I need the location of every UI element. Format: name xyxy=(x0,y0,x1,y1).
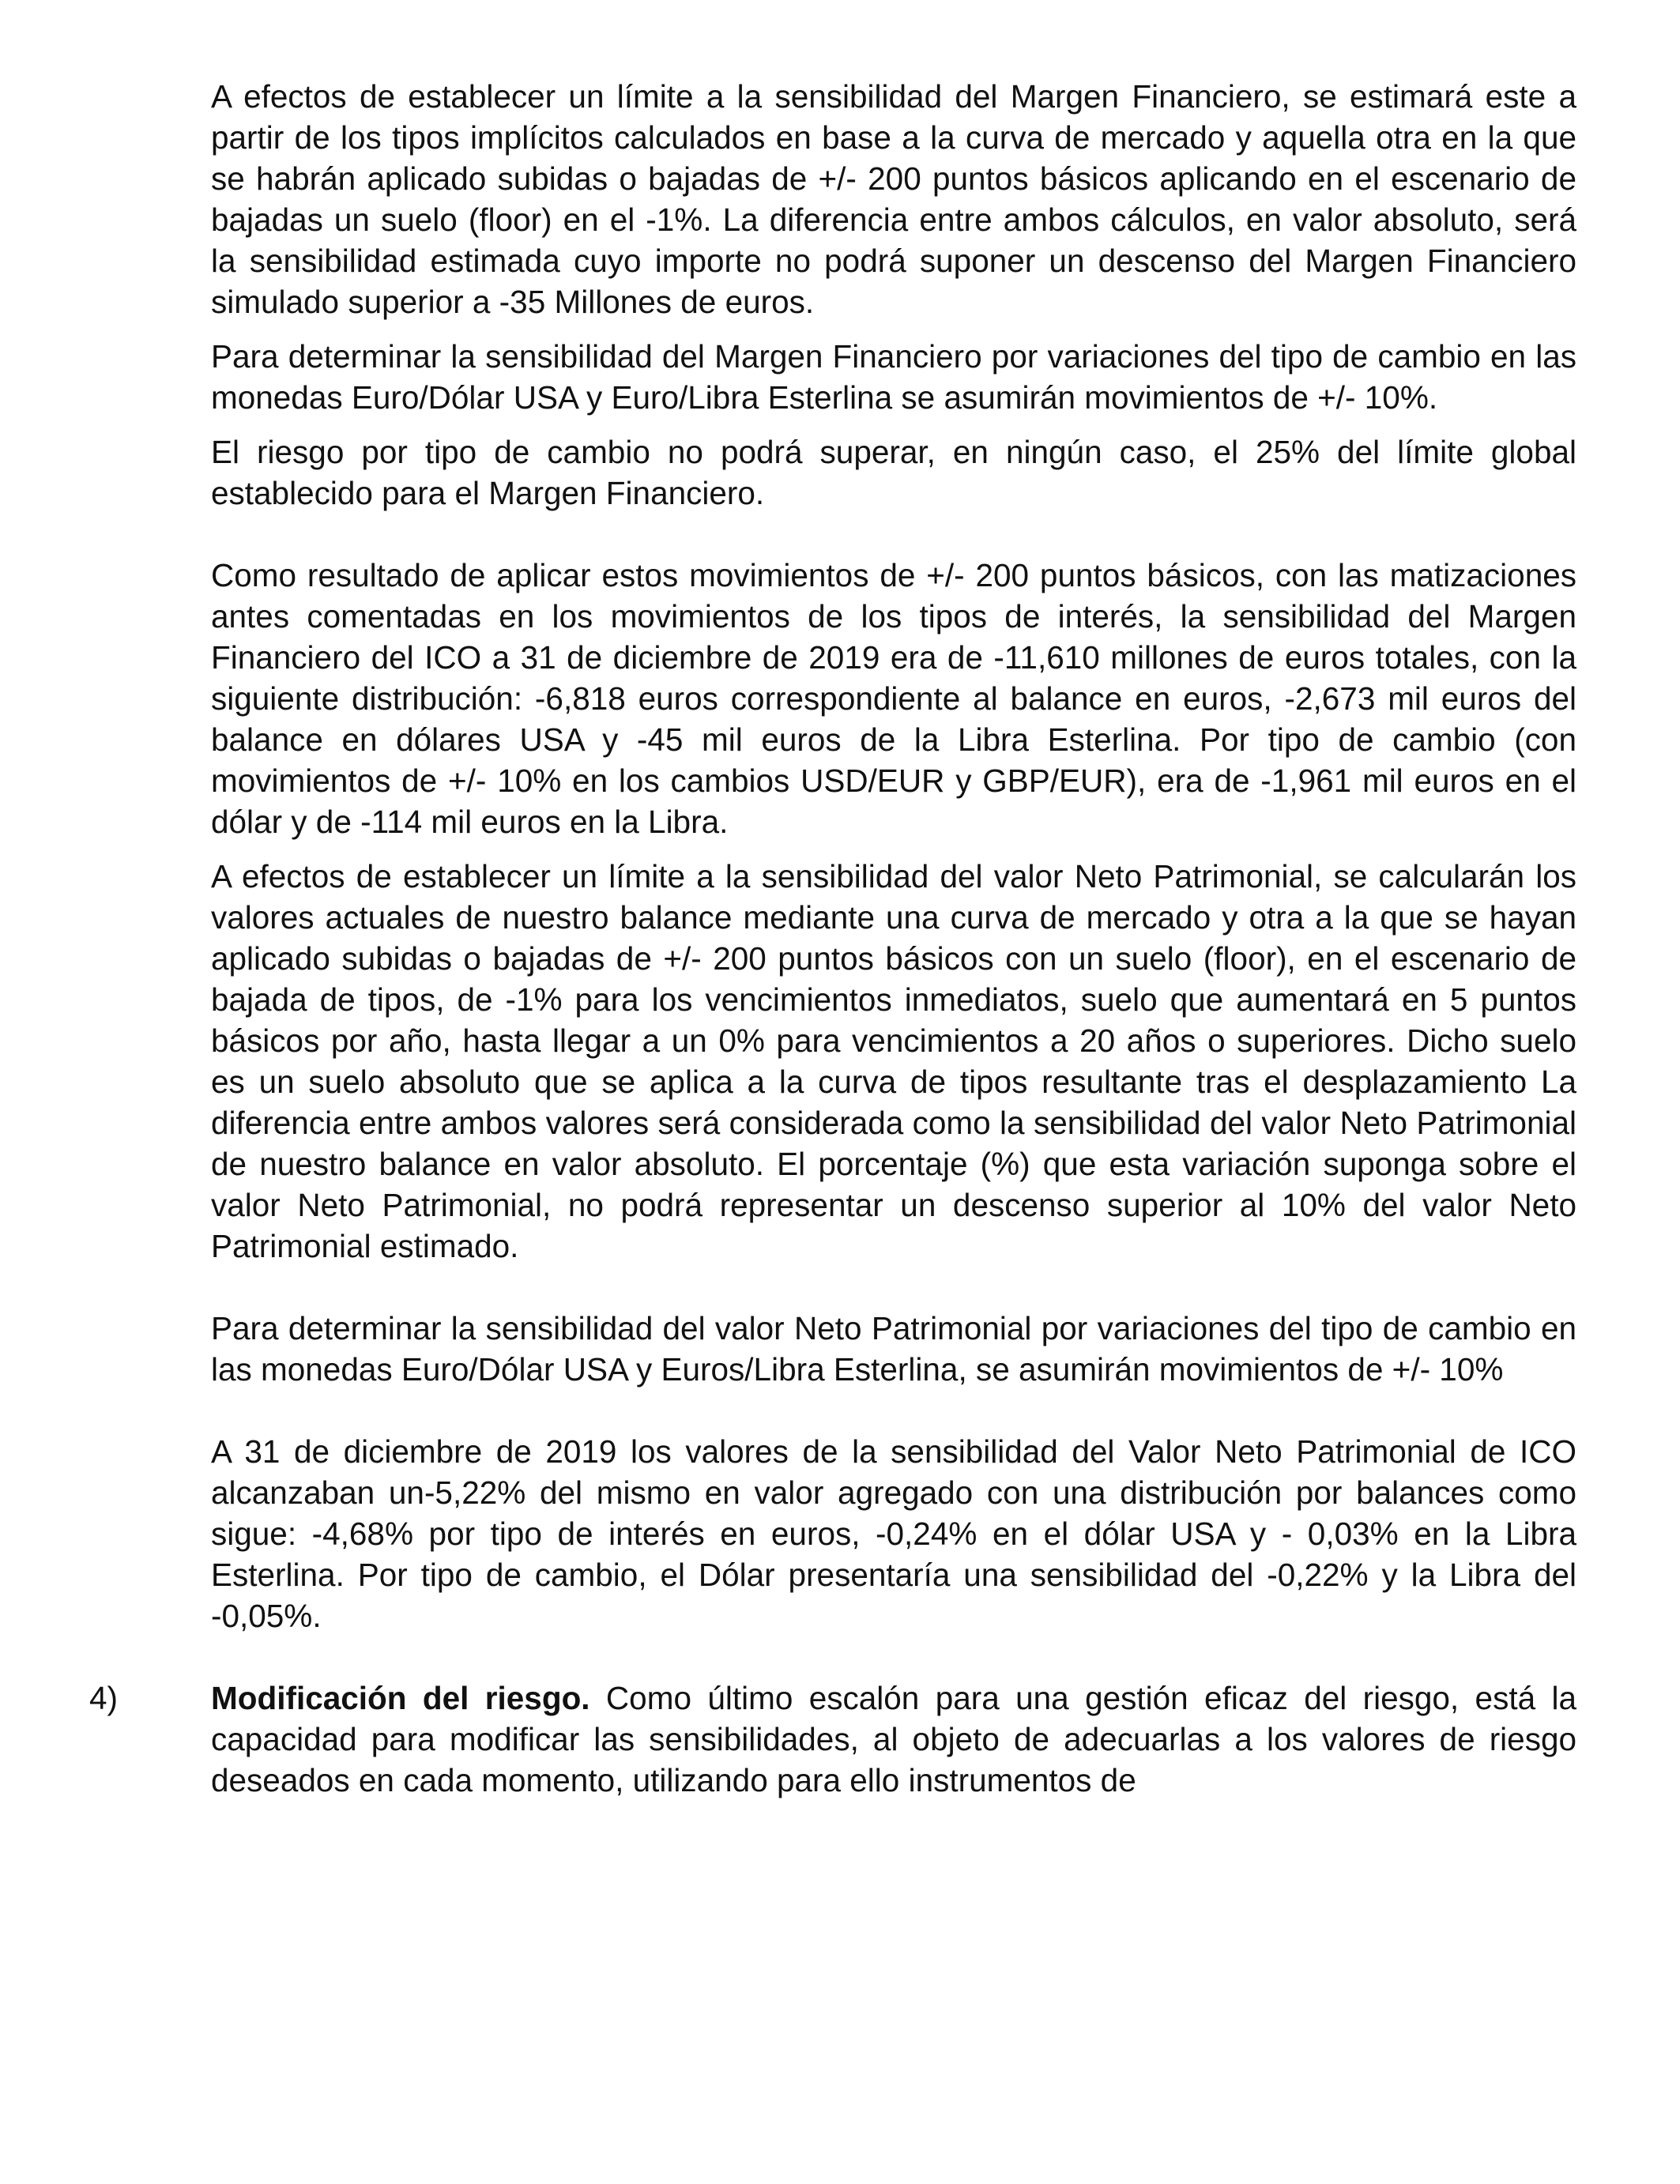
list-item-text xyxy=(211,1678,1576,1801)
paragraph-margin-results: Como resultado de aplicar estos movimientos de +/- 200 puntos básicos, con las matizaciones antes comentadas en los movimientos de los tipos de interés, la sensibilidad del Margen Financiero del ICO a 31 de diciembre de 2019 era de -11,610 millones de euros totales, con la siguiente distribución: -6,818 euros correspondiente al balance en euros, -2,673 mil euros del balance en dólares USA y -45 mil euros de la Libra Esterlina. Por tipo de cambio (con movimientos de +/- 10% en los cambios USD/EUR y GBP/EUR), era de -1,961 mil euros en el dólar y de -114 mil euros en la Libra. xyxy=(211,557,1576,840)
list-item-body: Como último escalón para una gestión eficaz del riesgo, está la capacidad para modificar las sensibilidades, al objeto de adecuarlas a los valores de riesgo deseados en cada momento, utilizando para ello instrumentos de xyxy=(211,1680,1576,1798)
paragraph-net-worth-limit: A efectos de establecer un límite a la sensibilidad del valor Neto Patrimonial, se calcularán los valores actuales de nuestro balance mediante una curva de mercado y otra a la que se hayan aplicado subidas o bajadas de +/- 200 puntos básicos con un suelo (floor), en el escenario de bajada de tipos, de -1% para los vencimientos inmediatos, suelo que aumentará en 5 puntos básicos por año, hasta llegar a un 0% para vencimientos a 20 años o superiores. Dicho suelo es un suelo absoluto que se aplica a la curva de tipos resultante tras el desplazamiento La diferencia entre ambos valores será considerada como la sensibilidad del valor Neto Patrimonial de nuestro balance en valor absoluto. El porcentaje (%) que esta variación suponga sobre el valor Neto Patrimonial, no podrá representar un descenso superior al 10% del valor Neto Patrimonial estimado. xyxy=(211,858,1576,1264)
list-item-risk-modification xyxy=(89,1678,1576,1801)
list-item-lead: Modificación del riesgo. xyxy=(211,1680,590,1716)
paragraph-margin-limit: A efectos de establecer un límite a la sensibilidad del Margen Financiero, se estimará este a partir de los tipos implícitos calculados en base a la curva de mercado y aquella otra en la que se habrán aplicado subidas o bajadas de +/- 200 puntos básicos aplicando en el escenario de bajadas un suelo (floor) en el -1%. La diferencia entre ambos cálculos, en valor absoluto, será la sensibilidad estimada cuyo importe no podrá suponer un descenso del Margen Financiero simulado superior a -35 Millones de euros. xyxy=(211,78,1576,320)
document-body xyxy=(89,76,1576,1801)
paragraph-fx-risk-limit: El riesgo por tipo de cambio no podrá superar, en ningún caso, el 25% del límite global establecido para el Margen Financiero. xyxy=(211,434,1576,511)
paragraph-net-worth-fx: Para determinar la sensibilidad del valor Neto Patrimonial por variaciones del tipo de cambio en las monedas Euro/Dólar USA y Euros/Libra Esterlina, se asumirán movimientos de +/- 10% xyxy=(211,1310,1576,1388)
paragraph-net-worth-results: A 31 de diciembre de 2019 los valores de la sensibilidad del Valor Neto Patrimonial de ICO alcanzaban un-5,22% del mismo en valor agregado con una distribución por balances como sigue: -4,68% por tipo de interés en euros, -0,24% en el dólar USA y - 0,03% en la Libra Esterlina. Por tipo de cambio, el Dólar presentaría una sensibilidad del -0,22% y la Libra del -0,05%. xyxy=(211,1433,1576,1634)
paragraph-margin-fx: Para determinar la sensibilidad del Margen Financiero por variaciones del tipo de cambio en las monedas Euro/Dólar USA y Euro/Libra Esterlina se asumirán movimientos de +/- 10%. xyxy=(211,338,1576,416)
list-number: 4) xyxy=(89,1680,119,1716)
